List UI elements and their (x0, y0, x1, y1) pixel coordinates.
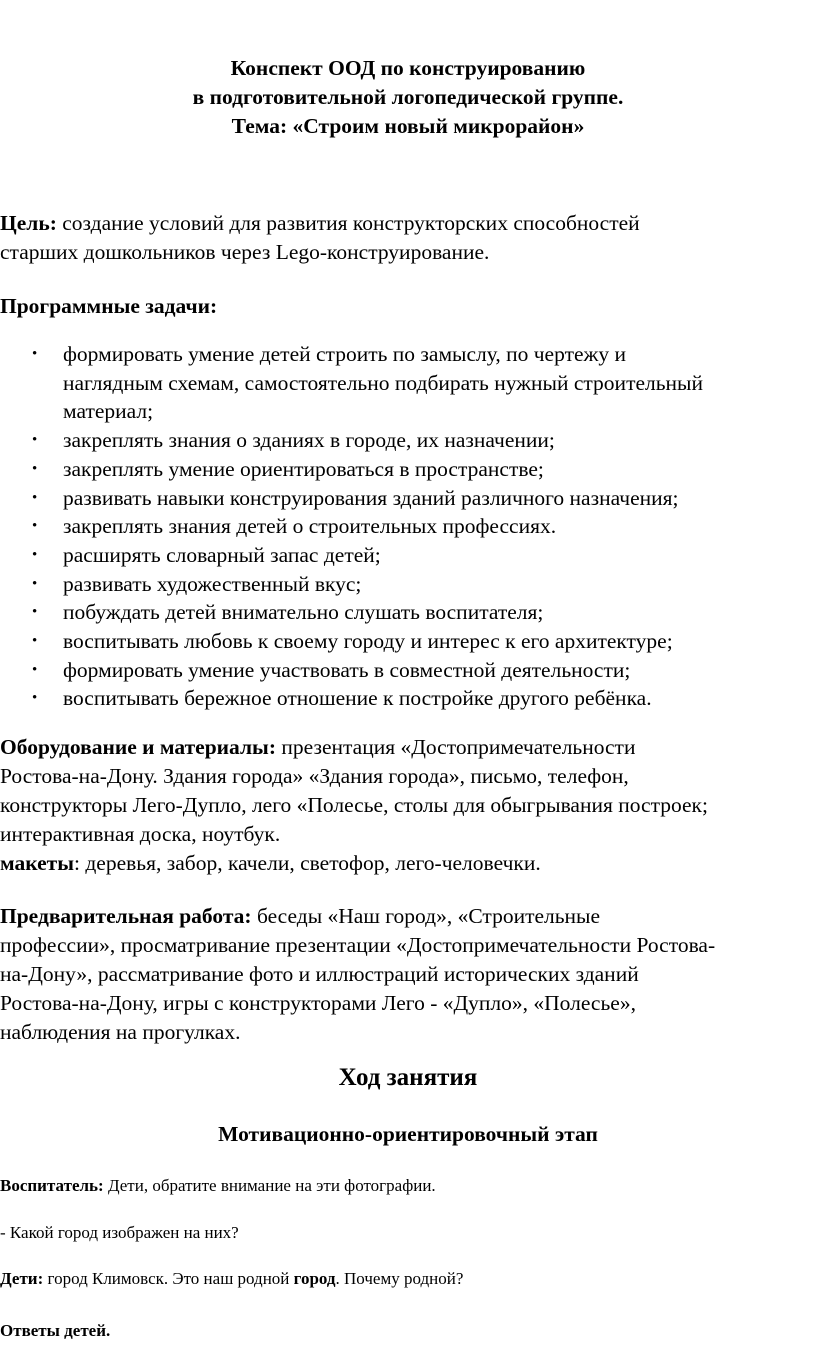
task-text-line: воспитывать бережное отношение к постройке другого ребёнка. (63, 686, 652, 711)
equipment-paragraph (0, 733, 814, 761)
task-item (0, 541, 816, 570)
models-text: : деревья, забор, качели, светофор, лего-человечки. (74, 851, 541, 875)
equipment-text-2: Ростова-на-Дону. Здания города» «Здания города», письмо, телефон, (0, 764, 629, 788)
bullet-icon: • (32, 633, 38, 650)
prework-label: Предварительная работа: (0, 904, 252, 928)
children-line (0, 1268, 463, 1290)
doc-title-line2: в подготовительной логопедической группе. (192, 85, 624, 109)
doc-title-line1: Конспект ООД по конструированию (230, 56, 586, 80)
prework-text-4: Ростова-на-Дону, игры с конструкторами Лего - «Дупло», «Полесье», (0, 991, 636, 1015)
task-text-line: формировать умение детей строить по замыслу, по чертежу и (63, 342, 626, 366)
tasks-heading-label: Программные задачи: (0, 294, 218, 318)
teacher-label: Воспитатель: (0, 1176, 104, 1195)
models-paragraph (0, 849, 814, 877)
bullet-icon: • (32, 604, 38, 621)
question-line: - Какой город изображен на них? (0, 1223, 239, 1242)
task-item (0, 426, 816, 455)
task-text-line: наглядным схемам, самостоятельно подбирать нужный строительный (63, 370, 703, 395)
lesson-heading: Ход занятия (338, 1064, 478, 1091)
doc-theme: Тема: «Строим новый микрорайон» (231, 114, 585, 138)
bullet-icon: • (32, 575, 38, 592)
bullet-icon: • (32, 460, 38, 477)
bullet-icon: • (32, 432, 38, 449)
goal-label: Цель: (0, 211, 57, 235)
task-text-line: развивать художественный вкус; (63, 571, 362, 596)
children-text-1: город Климовск. Это наш родной (43, 1269, 294, 1288)
task-text-line: материал; (63, 399, 154, 424)
task-text-line: закреплять умение ориентироваться в пространстве; (63, 456, 544, 481)
task-text-line: развивать навыки конструирования зданий различного назначения; (63, 485, 679, 510)
task-item (0, 570, 816, 599)
goal-text-1: создание условий для развития конструкторских способностей (56, 211, 640, 235)
equipment-label: Оборудование и материалы: (0, 735, 277, 759)
tasks-list (0, 340, 816, 713)
models-label: макеты (0, 851, 74, 875)
bullet-icon: • (32, 489, 38, 506)
children-bold-word: город (293, 1269, 336, 1288)
answers-label: Ответы детей. (0, 1321, 111, 1340)
goal-paragraph (0, 209, 814, 237)
equipment-text-3: конструкторы Лего-Дупло, лего «Полесье, столы для обыгрывания построек; (0, 793, 708, 817)
task-text-line: закреплять знания детей о строительных профессиях. (63, 514, 557, 539)
teacher-text: Дети, обратите внимание на эти фотографии. (103, 1176, 436, 1195)
bullet-icon: • (32, 518, 38, 535)
task-item (0, 455, 816, 484)
task-item (0, 598, 816, 627)
goal-text-2: старших дошкольников через Lego-конструирование. (0, 240, 490, 264)
equipment-text-4: интерактивная доска, ноутбук. (0, 822, 281, 846)
tasks-heading (0, 292, 814, 320)
task-item (0, 684, 816, 713)
task-item (0, 656, 816, 685)
prework-paragraph (0, 902, 814, 930)
answers-line (0, 1320, 110, 1342)
task-item (0, 484, 816, 513)
task-item (0, 512, 816, 541)
bullet-icon: • (32, 690, 38, 707)
task-text-line: формировать умение участвовать в совместной деятельности; (63, 657, 631, 682)
prework-text-3: на-Дону», рассматривание фото и иллюстраций исторических зданий (0, 962, 639, 986)
teacher-line (0, 1175, 436, 1197)
task-text-line: расширять словарный запас детей; (63, 542, 381, 567)
bullet-icon: • (32, 346, 38, 362)
children-label: Дети: (0, 1269, 44, 1288)
bullet-icon: • (32, 661, 38, 678)
equipment-text-1: презентация «Достопримечательности (276, 735, 636, 759)
task-item (0, 340, 816, 426)
prework-text-2: профессии», просматривание презентации «Достопримечательности Ростова- (0, 933, 716, 957)
task-text-line: воспитывать любовь к своему городу и интерес к его архитектуре; (63, 629, 673, 654)
task-item (0, 627, 816, 656)
children-text-2: . Почему родной? (335, 1269, 464, 1288)
task-text-line: побуждать детей внимательно слушать воспитателя; (63, 600, 544, 625)
task-text-line: закреплять знания о зданиях в городе, их назначении; (63, 428, 555, 453)
prework-text-1: беседы «Наш город», «Строительные (251, 904, 601, 928)
prework-text-5: наблюдения на прогулках. (0, 1020, 241, 1044)
stage-heading: Мотивационно-ориентировочный этап (218, 1122, 598, 1146)
bullet-icon: • (32, 546, 38, 563)
